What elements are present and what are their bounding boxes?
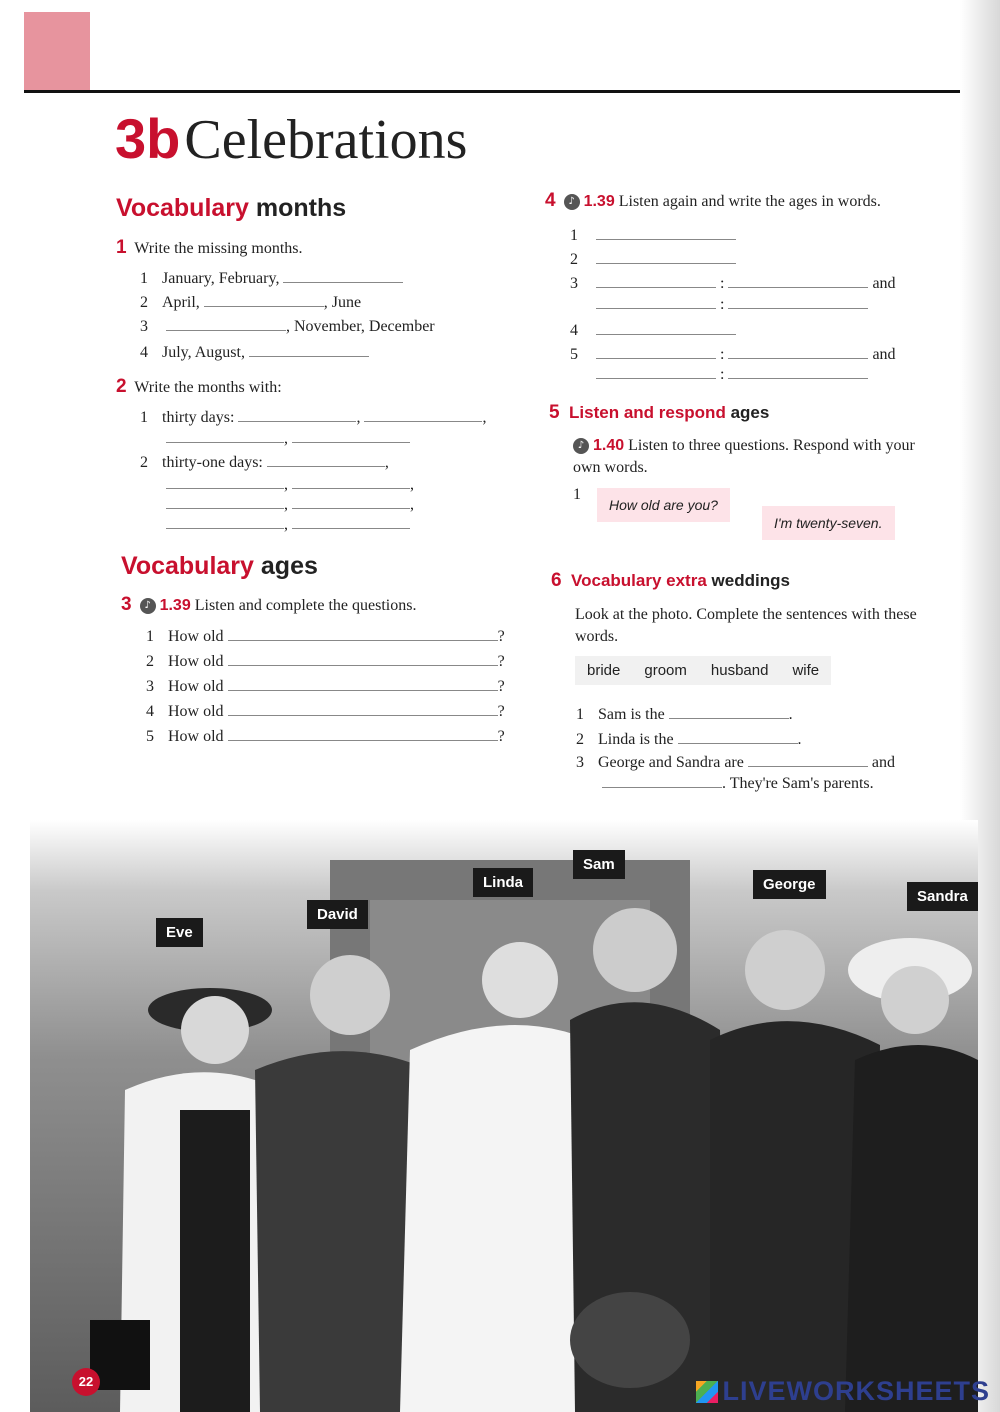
ex1-item: 1 January, February, [140, 268, 403, 288]
ex3-item: 5 How old ? [146, 728, 505, 745]
answer-blank[interactable] [596, 364, 716, 379]
name-tag-george: George [753, 870, 826, 899]
ex2-item: 2 thirty-one days: , [140, 454, 389, 471]
answer-blank[interactable] [678, 729, 798, 744]
ex5-item-number: 1 [573, 486, 581, 503]
ex2-item-cont: , , [166, 474, 414, 494]
liveworksheets-logo-icon [696, 1381, 718, 1403]
name-tag-sandra: Sandra [907, 882, 978, 911]
answer-blank[interactable] [364, 407, 482, 422]
answer-blank[interactable] [228, 626, 498, 641]
answer-blank[interactable] [166, 514, 284, 529]
answer-blank[interactable] [292, 514, 410, 529]
word-groom: groom [632, 656, 699, 685]
ex4-item: 1 [570, 225, 736, 245]
page-number: 22 [72, 1368, 100, 1396]
question-bubble: How old are you? [597, 488, 730, 522]
answer-blank[interactable] [166, 494, 284, 509]
vocab-months-heading: Vocabulary months [116, 194, 347, 222]
audio-icon[interactable]: ♪ [140, 598, 156, 614]
ex2-item-cont: , [166, 514, 410, 534]
word-bank [575, 656, 831, 685]
ex6-sentence-cont: . They're Sam's parents. [602, 773, 874, 793]
ex3-item: 3 How old ? [146, 678, 505, 695]
answer-blank[interactable] [166, 316, 286, 331]
audio-icon[interactable]: ♪ [564, 194, 580, 210]
answer-blank[interactable] [228, 676, 498, 691]
ex1-instruction: 1 Write the missing months. [116, 237, 303, 258]
ex4-item: 5 : and [570, 346, 896, 363]
wedding-photo [30, 820, 978, 1412]
ex6-instruction: Look at the photo. Complete the sentences with these words. [575, 606, 917, 645]
answer-blank[interactable] [596, 344, 716, 359]
ex4-item: 3 : and [570, 275, 896, 292]
word-husband: husband [699, 656, 781, 685]
ex2-item-cont: , , [166, 494, 414, 514]
answer-blank[interactable] [228, 651, 498, 666]
ex1-item: 3 , November, December [140, 318, 435, 335]
answer-blank[interactable] [602, 773, 722, 788]
answer-blank[interactable] [166, 428, 284, 443]
ex1-item: 4 July, August, [140, 342, 369, 362]
answer-blank[interactable] [728, 294, 868, 309]
audio-icon[interactable]: ♪ [573, 438, 589, 454]
ex3-item: 2 How old ? [146, 653, 505, 670]
answer-blank[interactable] [166, 474, 284, 489]
ex4-instruction: 4 ♪ 1.39 Listen again and write the ages in words. [545, 190, 881, 211]
ex6-sentence: 2 Linda is the . [576, 731, 802, 748]
page-title [115, 106, 467, 172]
ex2-item: 1 thirty days: , , [140, 409, 487, 426]
answer-blank[interactable] [238, 407, 356, 422]
ex5-instruction: ♪ 1.40 Listen to three questions. Respond with your own words. [573, 437, 915, 476]
answer-blank[interactable] [283, 268, 403, 283]
ex6-sentence: 3 George and Sandra are and [576, 754, 895, 771]
vocab-ages-heading: Vocabulary ages [121, 552, 318, 580]
answer-blank[interactable] [292, 494, 410, 509]
answer-blank[interactable] [596, 320, 736, 335]
word-bride: bride [575, 656, 632, 685]
ex6-heading: 6 Vocabulary extra weddings [551, 570, 790, 591]
answer-blank[interactable] [292, 428, 410, 443]
name-tag-eve: Eve [156, 918, 203, 947]
answer-blank[interactable] [669, 704, 789, 719]
name-tag-sam: Sam [573, 850, 625, 879]
ex6-sentence: 1 Sam is the . [576, 706, 793, 723]
ex2-item-cont: , [166, 428, 410, 448]
answer-blank[interactable] [728, 273, 868, 288]
answer-blank[interactable] [728, 344, 868, 359]
ex2-instruction: 2 Write the months with: [116, 376, 282, 397]
header-rule [24, 90, 974, 93]
answer-blank[interactable] [596, 294, 716, 309]
ex1-item: 2 April, , June [140, 294, 362, 311]
ex4-item-cont: : [596, 294, 868, 314]
ex3-item: 4 How old ? [146, 703, 505, 720]
answer-blank[interactable] [292, 474, 410, 489]
ex4-item-cont: : [596, 364, 868, 384]
word-wife: wife [780, 656, 831, 685]
answer-blank[interactable] [596, 225, 736, 240]
answer-blank[interactable] [728, 364, 868, 379]
answer-blank[interactable] [267, 452, 385, 467]
ex3-instruction: 3 ♪ 1.39 Listen and complete the questions. [121, 594, 417, 615]
wedding-photo-figures [30, 820, 978, 1412]
answer-blank[interactable] [228, 701, 498, 716]
lesson-code: 3b [115, 107, 181, 170]
ex4-item: 2 [570, 249, 736, 269]
lesson-title: Celebrations [184, 109, 468, 171]
answer-blank[interactable] [596, 249, 736, 264]
answer-blank[interactable] [204, 292, 324, 307]
answer-blank[interactable] [748, 752, 868, 767]
answer-blank[interactable] [596, 273, 716, 288]
answer-blank[interactable] [228, 726, 498, 741]
ex4-item: 4 [570, 320, 736, 340]
ex5-heading: 5 Listen and respond ages [549, 402, 770, 423]
page-corner-tab [24, 12, 90, 92]
liveworksheets-watermark: LIVEWORKSHEETS [696, 1376, 990, 1407]
name-tag-linda: Linda [473, 868, 533, 897]
ex3-item: 1 How old ? [146, 628, 505, 645]
answer-bubble: I'm twenty-seven. [762, 506, 895, 540]
name-tag-david: David [307, 900, 368, 929]
answer-blank[interactable] [249, 342, 369, 357]
